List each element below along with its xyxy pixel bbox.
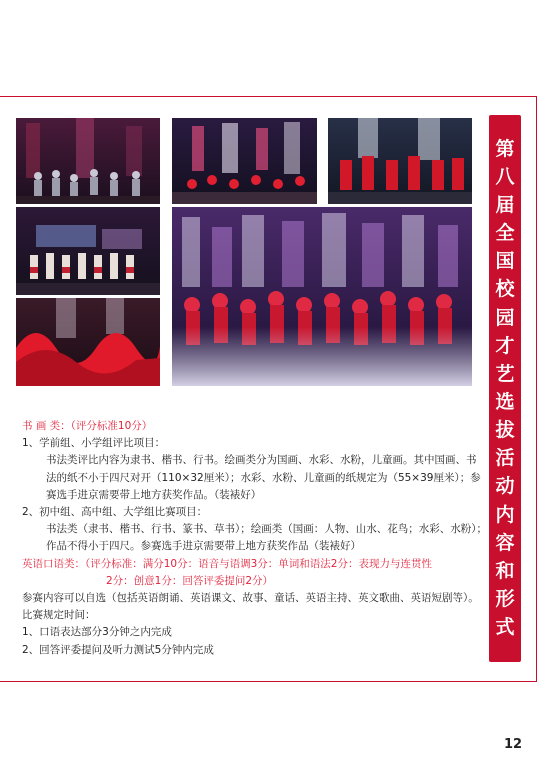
sidebar-title-char: 届 bbox=[495, 193, 515, 216]
sidebar-title-char: 活 bbox=[495, 447, 515, 470]
photo-stage-dance-3 bbox=[328, 118, 472, 204]
text-line: 比赛规定时间： bbox=[22, 609, 96, 622]
sidebar-title-char: 第 bbox=[495, 137, 515, 160]
text-line: 书法类评比内容为隶书、楷书、行书。绘画类分为国画、水彩、水粉，儿童画。其中国画、书 bbox=[46, 454, 477, 467]
english-category-heading: 英语口语类：（评分标准：满分10分：语音与语调3分：单词和语法2分：表现力与连贯性 bbox=[22, 557, 432, 570]
text-line: 法的纸不小于四尺对开（110×32厘米）；水彩、水粉、儿童画的纸规定为（55×39厘米）；参 bbox=[46, 471, 481, 484]
text-line: 作品不得小于四尺。参赛选手进京需要带上地方获奖作品（装裱好） bbox=[46, 540, 361, 553]
page-number: 12 bbox=[504, 737, 523, 752]
sidebar-title-char: 拔 bbox=[495, 419, 515, 442]
sidebar-title-char: 八 bbox=[495, 165, 515, 188]
sidebar-title-char: 式 bbox=[495, 616, 515, 639]
english-score-line: 2分：创意1分：回答评委提问2分） bbox=[106, 574, 274, 587]
text-line: 书法类（隶书、楷书、行书、篆书、草书）；绘画类（国画：人物、山水、花鸟；水彩、水粉）； bbox=[46, 523, 487, 536]
photo-stage-red-fans bbox=[16, 298, 160, 386]
photo-stage-dance-2 bbox=[172, 118, 317, 204]
sidebar-title-char: 内 bbox=[495, 503, 515, 526]
sidebar-title-char: 和 bbox=[495, 559, 515, 582]
sidebar-title-char: 才 bbox=[495, 334, 515, 357]
sidebar-title-char: 校 bbox=[495, 278, 515, 301]
photo-stage-dance-1 bbox=[16, 118, 160, 204]
sidebar-title-char: 容 bbox=[495, 531, 515, 554]
art-category-heading: 书 画 类：（评分标准10分） bbox=[22, 420, 153, 432]
text-line: 2、回答评委提问及听力测试5分钟内完成 bbox=[22, 643, 214, 656]
sidebar-title bbox=[489, 115, 521, 662]
text-line: 赛选手进京需要带上地方获奖作品。（装裱好） bbox=[46, 488, 262, 501]
text-line: 1、学前组、小学组评比项目： bbox=[22, 437, 166, 450]
text-line: 参赛内容可以自选（包括英语朗诵、英语课文、故事、童话、英语主持、英文歌曲、英语短剧等）。 bbox=[22, 592, 479, 605]
photo-stage-dance-4 bbox=[16, 207, 160, 295]
sidebar-title-char: 国 bbox=[495, 250, 515, 273]
sidebar-title-char: 动 bbox=[495, 475, 515, 498]
sidebar-title-char: 形 bbox=[495, 588, 515, 611]
content-text bbox=[22, 418, 487, 659]
text-line: 2、初中组、高中组、大学组比赛项目： bbox=[22, 506, 208, 519]
photo-stage-large-dance bbox=[172, 207, 472, 386]
sidebar-title-char: 艺 bbox=[495, 362, 515, 385]
sidebar-title-char: 园 bbox=[495, 306, 515, 329]
text-line: 1、口语表达部分3分钟之内完成 bbox=[22, 626, 172, 639]
sidebar-title-char: 选 bbox=[495, 390, 515, 413]
sidebar-title-char: 全 bbox=[495, 222, 515, 245]
